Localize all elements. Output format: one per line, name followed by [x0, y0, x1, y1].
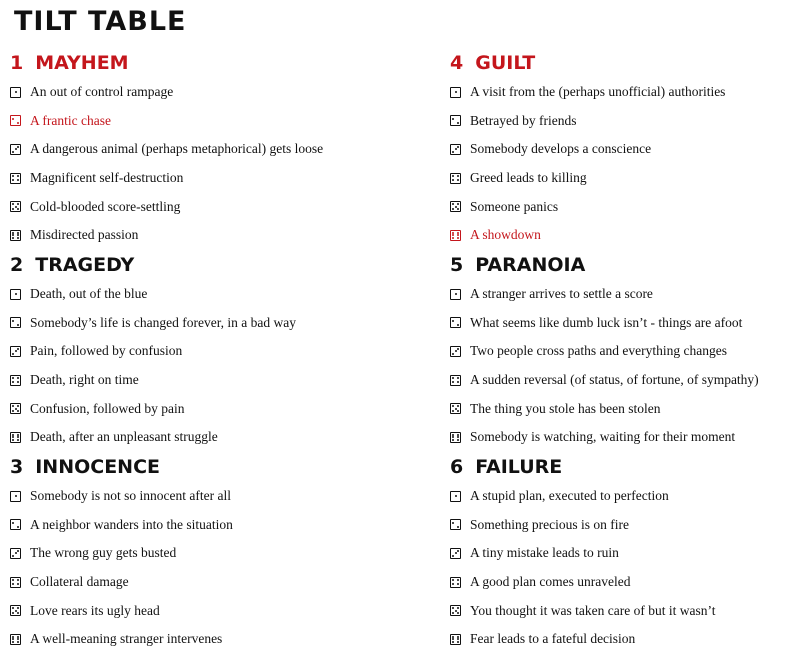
- entry-text: A good plan comes unraveled: [470, 574, 631, 590]
- section-heading: [450, 250, 808, 280]
- entry-text: A sudden reversal (of status, of fortune, of sympathy): [470, 372, 759, 388]
- section-heading: [10, 48, 400, 78]
- table-row: [10, 482, 400, 511]
- section-number: 2: [10, 254, 24, 276]
- page-title: TILT TABLE: [14, 6, 187, 37]
- die-6-icon: [10, 230, 21, 241]
- section-number: 1: [10, 52, 24, 74]
- table-row: [10, 78, 400, 107]
- entry-text: A dangerous animal (perhaps metaphorical) gets loose: [30, 141, 324, 157]
- section-number: 6: [450, 456, 464, 478]
- die-6-icon: [450, 634, 461, 645]
- die-3-icon: [10, 346, 21, 357]
- section-mayhem: [10, 48, 400, 250]
- section-heading: [450, 48, 808, 78]
- die-6-icon: [10, 634, 21, 645]
- table-row: [10, 135, 400, 164]
- section-paranoia: [450, 250, 808, 452]
- die-1-icon: [450, 289, 461, 300]
- table-row: [450, 221, 808, 250]
- section-number: 5: [450, 254, 464, 276]
- table-row: [450, 625, 808, 654]
- die-4-icon: [450, 375, 461, 386]
- table-row: [10, 511, 400, 540]
- entry-text: What seems like dumb luck isn’t - things are afoot: [470, 314, 743, 330]
- entry-text: Confusion, followed by pain: [30, 400, 185, 416]
- die-4-icon: [10, 577, 21, 588]
- section-number: 3: [10, 456, 24, 478]
- entry-text: Somebody develops a conscience: [470, 141, 652, 157]
- entry-text: Pain, followed by confusion: [30, 343, 183, 359]
- die-2-icon: [10, 115, 21, 126]
- die-4-icon: [450, 577, 461, 588]
- entry-text: A frantic chase: [30, 112, 111, 128]
- die-1-icon: [10, 87, 21, 98]
- table-row: [10, 423, 400, 452]
- die-5-icon: [10, 605, 21, 616]
- section-title: FAILURE: [475, 456, 563, 478]
- table-row: [10, 192, 400, 221]
- die-3-icon: [450, 144, 461, 155]
- table-row: [450, 78, 808, 107]
- table-row: [10, 107, 400, 136]
- table-row: [450, 366, 808, 395]
- entry-text: A showdown: [470, 227, 541, 243]
- section-title: TRAGEDY: [35, 254, 135, 276]
- section-failure: [450, 452, 808, 654]
- entry-text: A neighbor wanders into the situation: [30, 516, 233, 532]
- die-1-icon: [10, 289, 21, 300]
- table-row: [10, 280, 400, 309]
- entry-text: Betrayed by friends: [470, 112, 577, 128]
- entry-text: A tiny mistake leads to ruin: [470, 545, 619, 561]
- die-1-icon: [10, 491, 21, 502]
- section-tragedy: [10, 250, 400, 452]
- die-1-icon: [450, 87, 461, 98]
- entry-text: Cold-blooded score-settling: [30, 198, 181, 214]
- section-title: GUILT: [475, 52, 536, 74]
- table-row: [450, 164, 808, 193]
- entry-text: A stupid plan, executed to perfection: [470, 488, 669, 504]
- die-6-icon: [450, 230, 461, 241]
- entry-text: Somebody’s life is changed forever, in a bad way: [30, 314, 297, 330]
- die-6-icon: [450, 432, 461, 443]
- die-3-icon: [10, 548, 21, 559]
- die-5-icon: [10, 201, 21, 212]
- entry-text: You thought it was taken care of but it wasn’t: [470, 602, 716, 618]
- section-title: PARANOIA: [475, 254, 586, 276]
- entry-text: The wrong guy gets busted: [30, 545, 177, 561]
- table-row: [10, 596, 400, 625]
- entry-text: Death, after an unpleasant struggle: [30, 429, 218, 445]
- die-4-icon: [10, 173, 21, 184]
- table-row: [10, 221, 400, 250]
- die-2-icon: [450, 317, 461, 328]
- table-row: [450, 280, 808, 309]
- entry-text: Misdirected passion: [30, 227, 139, 243]
- die-3-icon: [10, 144, 21, 155]
- entry-text: Death, right on time: [30, 372, 139, 388]
- entry-text: A stranger arrives to settle a score: [470, 286, 653, 302]
- table-row: [450, 596, 808, 625]
- die-5-icon: [450, 403, 461, 414]
- section-heading: [10, 250, 400, 280]
- entry-text: Something precious is on fire: [470, 516, 629, 532]
- entry-text: Someone panics: [470, 198, 559, 214]
- table-row: [10, 164, 400, 193]
- die-2-icon: [10, 317, 21, 328]
- table-row: [10, 337, 400, 366]
- table-row: [10, 539, 400, 568]
- die-6-icon: [10, 432, 21, 443]
- left-column: [10, 48, 400, 654]
- die-2-icon: [450, 115, 461, 126]
- section-innocence: [10, 452, 400, 654]
- section-heading: [10, 452, 400, 482]
- table-row: [450, 423, 808, 452]
- die-5-icon: [10, 403, 21, 414]
- die-3-icon: [450, 346, 461, 357]
- table-row: [450, 482, 808, 511]
- entry-text: Somebody is not so innocent after all: [30, 488, 231, 504]
- entry-text: Somebody is watching, waiting for their moment: [470, 429, 736, 445]
- table-row: [450, 539, 808, 568]
- entry-text: A visit from the (perhaps unofficial) authorities: [470, 84, 726, 100]
- table-row: [450, 135, 808, 164]
- entry-text: An out of control rampage: [30, 84, 174, 100]
- die-5-icon: [450, 201, 461, 212]
- section-guilt: [450, 48, 808, 250]
- die-2-icon: [10, 519, 21, 530]
- table-row: [10, 568, 400, 597]
- table-row: [10, 394, 400, 423]
- table-row: [10, 366, 400, 395]
- table-row: [450, 309, 808, 338]
- entry-text: Two people cross paths and everything changes: [470, 343, 727, 359]
- section-title: MAYHEM: [35, 52, 129, 74]
- entry-text: Greed leads to killing: [470, 170, 587, 186]
- die-3-icon: [450, 548, 461, 559]
- table-row: [450, 394, 808, 423]
- table-row: [450, 511, 808, 540]
- section-title: INNOCENCE: [35, 456, 161, 478]
- entry-text: Death, out of the blue: [30, 286, 148, 302]
- entry-text: Magnificent self-destruction: [30, 170, 184, 186]
- table-row: [450, 192, 808, 221]
- die-4-icon: [10, 375, 21, 386]
- entry-text: Fear leads to a fateful decision: [470, 631, 636, 647]
- die-1-icon: [450, 491, 461, 502]
- table-row: [10, 309, 400, 338]
- right-column: [450, 48, 808, 654]
- section-heading: [450, 452, 808, 482]
- die-5-icon: [450, 605, 461, 616]
- table-row: [450, 337, 808, 366]
- section-number: 4: [450, 52, 464, 74]
- table-row: [450, 568, 808, 597]
- entry-text: Love rears its ugly head: [30, 602, 160, 618]
- die-4-icon: [450, 173, 461, 184]
- entry-text: Collateral damage: [30, 574, 129, 590]
- entry-text: The thing you stole has been stolen: [470, 400, 661, 416]
- table-row: [10, 625, 400, 654]
- die-2-icon: [450, 519, 461, 530]
- entry-text: A well-meaning stranger intervenes: [30, 631, 223, 647]
- table-row: [450, 107, 808, 136]
